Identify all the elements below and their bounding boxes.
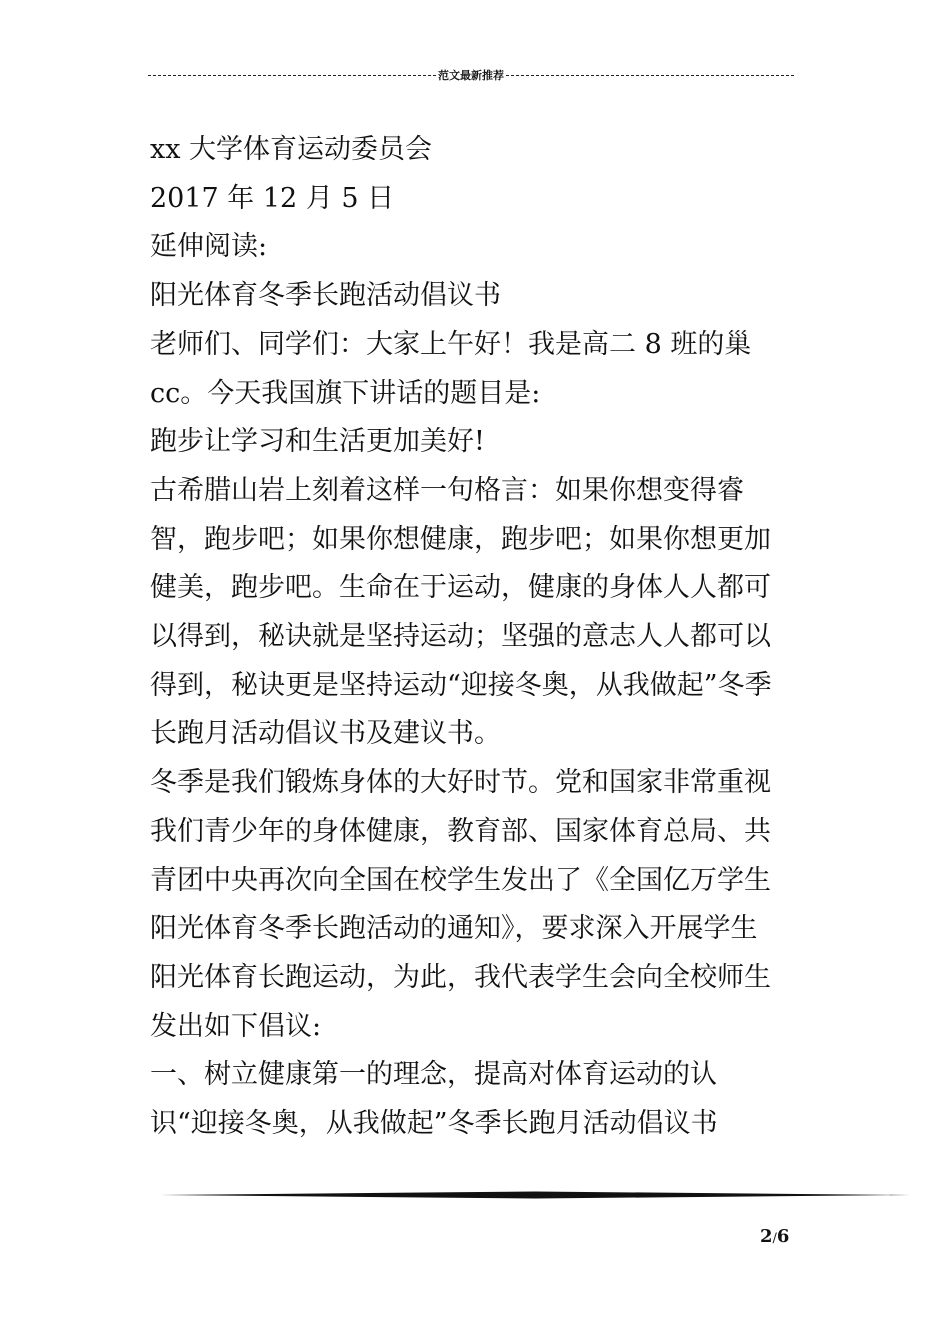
- paragraph-speech-topic: 跑步让学习和生活更加美好!: [150, 426, 485, 458]
- page-number: [760, 1226, 820, 1247]
- page-number-current: 2: [760, 1226, 773, 1247]
- document-body: [150, 126, 782, 1149]
- paragraph-motto: 古希腊山岩上刻着这样一句格言：如果你想变得睿智，跑步吧；如果你想健康，跑步吧；如果你想更加健美，跑步吧。生命在于运动，健康的身体人人都可以得到，秘诀就是坚持运动；坚强的意志人人都可以得到，秘诀更是坚持运动“迎接冬奥，从我做起”冬季长跑月活动倡议书及建议书。: [150, 474, 772, 750]
- further-reading-label: 延伸阅读:: [150, 231, 268, 263]
- header-dashed-line-left: [148, 75, 436, 76]
- header-label: 范文最新推荐: [438, 69, 504, 82]
- paragraph-winter-season: 冬季是我们锻炼身体的大好时节。党和国家非常重视我们青少年的身体健康，教育部、国家体育总局、共青团中央再次向全国在校学生发出了《全国亿万学生阳光体育冬季长跑活动的通知》，要求深入开展学生阳光体育长跑运动，为此，我代表学生会向全校师生发出如下倡议:: [150, 767, 771, 1042]
- paragraph-greeting: 老师们、同学们：大家上午好！我是高二 8 班的巢cc。今天我国旗下讲话的题目是:: [150, 328, 752, 409]
- paragraph-proposal-one: 一、树立健康第一的理念，提高对体育运动的认识“迎接冬奥，从我做起”冬季长跑月活动倡议书: [150, 1059, 718, 1140]
- footer-rule: [160, 1191, 910, 1199]
- header-dashed-line-right: [506, 75, 794, 76]
- signature-organization: xx 大学体育运动委员会: [150, 134, 433, 165]
- page-number-separator: /: [772, 1231, 777, 1246]
- article-title: 阳光体育冬季长跑活动倡议书: [150, 280, 501, 312]
- page-number-total: 6: [776, 1226, 790, 1247]
- page-header: [148, 64, 794, 86]
- signature-date: 2017 年 12 月 5 日: [150, 182, 395, 214]
